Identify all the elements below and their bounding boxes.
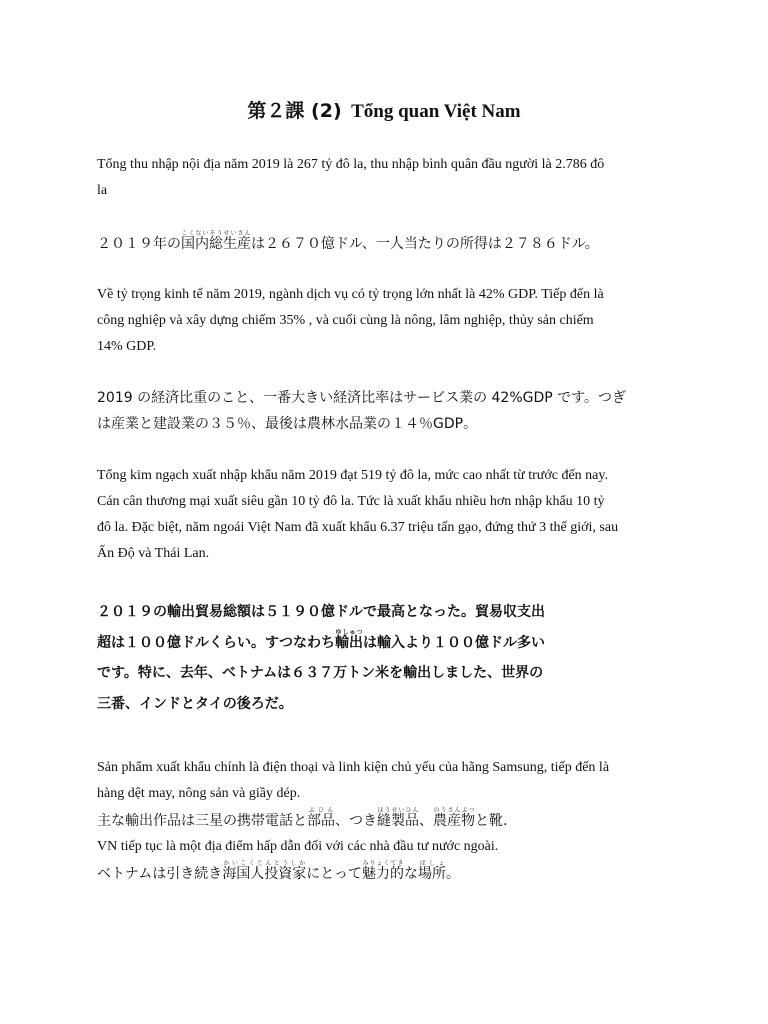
ruby-base: 海国人投資家 bbox=[222, 866, 307, 882]
paragraph-exports bbox=[97, 755, 667, 887]
text-fragment: は２６７０億ドル、一人当たりの所得は２７８６ドル。 bbox=[251, 236, 599, 252]
text-line: 14% GDP. bbox=[97, 339, 157, 354]
text-line: 三番、インドとタイの後ろだ。 bbox=[97, 695, 293, 712]
text-line: công nghiệp và xây dựng chiếm 35% , và cuối cùng là nông, lâm nghiệp, thủy sản chiếm bbox=[97, 313, 594, 328]
ruby-word bbox=[433, 807, 475, 829]
paragraph-economy-jp bbox=[97, 385, 667, 437]
ruby-word bbox=[222, 860, 307, 882]
text-line: ２０１９の輸出貿易総額は５１９０億ドルで最高となった。貿易収支出 bbox=[97, 604, 545, 620]
text-line: VN tiếp tục là một địa điểm hấp dẫn đối với các nhà đầu tư nước ngoài. bbox=[97, 839, 499, 854]
ruby-base: 部品 bbox=[307, 813, 335, 829]
text-line: Tổng kim ngạch xuất nhập khẩu năm 2019 đạt 519 tỷ đô la, mức cao nhất từ trước đến nay. bbox=[97, 468, 608, 483]
text-fragment: ベトナムは引き続き bbox=[97, 866, 223, 882]
text-fragment: と靴. bbox=[475, 813, 508, 829]
text-fragment: 、つき bbox=[335, 813, 377, 829]
text-line: Tổng thu nhập nội địa năm 2019 là 267 tỷ đô la, thu nhập bình quân đầu người là 2.786 đô bbox=[97, 157, 605, 172]
text-line: đô la. Đặc biệt, năm ngoái Việt Nam đã xuất khẩu 6.37 triệu tấn gạo, đứng thứ 3 thế giới, sau bbox=[97, 520, 619, 535]
text-line: la bbox=[97, 183, 108, 198]
text-line bbox=[97, 230, 667, 257]
text-fragment: は輸入より１００億ドル多い bbox=[363, 634, 545, 651]
text-line: Cán cân thương mại xuất siêu gần 10 tỷ đô la. Tức là xuất khẩu nhiều hơn nhập khẩu 10 tỷ bbox=[97, 494, 605, 509]
ruby-base: 魅力的 bbox=[362, 866, 405, 882]
ruby-reading: ゆしゅつ bbox=[335, 628, 363, 636]
text-line: Về tỷ trọng kinh tế năm 2019, ngành dịch vụ có tỷ trọng lớn nhất là 42% GDP. Tiếp đến là bbox=[97, 287, 604, 302]
text-line: は産業と建設業の３５％、最後は農林水品業の１４％GDP。 bbox=[97, 416, 478, 432]
text-line: 2019 の経済比重のこと、一番大きい経済比率はサービス業の 42%GDP です。つぎ bbox=[97, 390, 627, 406]
ruby-reading: ばしょ bbox=[418, 860, 447, 867]
ruby-base: 場所 bbox=[418, 866, 447, 882]
text-line: Sản phẩm xuất khẩu chính là điện thoại và linh kiện chủ yếu của hãng Samsung, tiếp đến là bbox=[97, 760, 610, 775]
text-fragment: な bbox=[404, 866, 419, 882]
ruby-word bbox=[377, 807, 419, 829]
ruby-base: 縫製品 bbox=[377, 813, 419, 829]
page-title bbox=[0, 96, 768, 123]
paragraph-trade-jp bbox=[97, 597, 667, 719]
text-fragment: ２０１９年の bbox=[97, 236, 181, 252]
ruby-reading: のうさんぶつ bbox=[433, 807, 475, 814]
ruby-word bbox=[335, 628, 363, 651]
ruby-base: 農産物 bbox=[433, 813, 475, 829]
paragraph-trade-vi bbox=[97, 463, 667, 567]
title-japanese: 第２課 (2) bbox=[247, 100, 342, 122]
paragraph-gdp-jp bbox=[97, 230, 667, 257]
ruby-word bbox=[307, 807, 335, 829]
text-fragment: 。 bbox=[446, 866, 461, 882]
ruby-base: 輸出 bbox=[335, 634, 363, 651]
ruby-reading: ほうせいひん bbox=[377, 807, 419, 814]
ruby-base: 国内総生産 bbox=[181, 236, 251, 252]
text-line: Ấn Độ và Thái Lan. bbox=[97, 546, 210, 561]
text-line: hàng dệt may, nông sản và giầy dép. bbox=[97, 786, 301, 801]
paragraph-economy-vi bbox=[97, 282, 667, 360]
text-fragment: 、 bbox=[419, 813, 433, 829]
text-fragment: 主な輸出作品は三星の携帯電話と bbox=[97, 813, 307, 829]
paragraph-gdp-vi bbox=[97, 152, 667, 204]
text-line bbox=[97, 807, 667, 834]
text-line bbox=[97, 628, 667, 659]
ruby-reading: みりょくてき bbox=[362, 860, 405, 867]
ruby-word bbox=[181, 230, 251, 252]
ruby-word bbox=[362, 860, 405, 882]
ruby-reading: ぶひん bbox=[307, 807, 335, 814]
ruby-word bbox=[418, 860, 447, 882]
title-vietnamese: Tổng quan Việt Nam bbox=[351, 101, 521, 122]
text-line: です。特に、去年、ベトナムは６３７万トン米を輸出しました、世界の bbox=[97, 665, 544, 681]
text-fragment: にとって bbox=[306, 866, 363, 882]
ruby-reading: かいこくじんとうしか bbox=[222, 860, 307, 867]
text-fragment: 超は１００億ドルくらい。すつなわち bbox=[97, 634, 335, 651]
ruby-reading: こくないそうせいさん bbox=[181, 230, 251, 237]
text-line bbox=[97, 860, 667, 887]
